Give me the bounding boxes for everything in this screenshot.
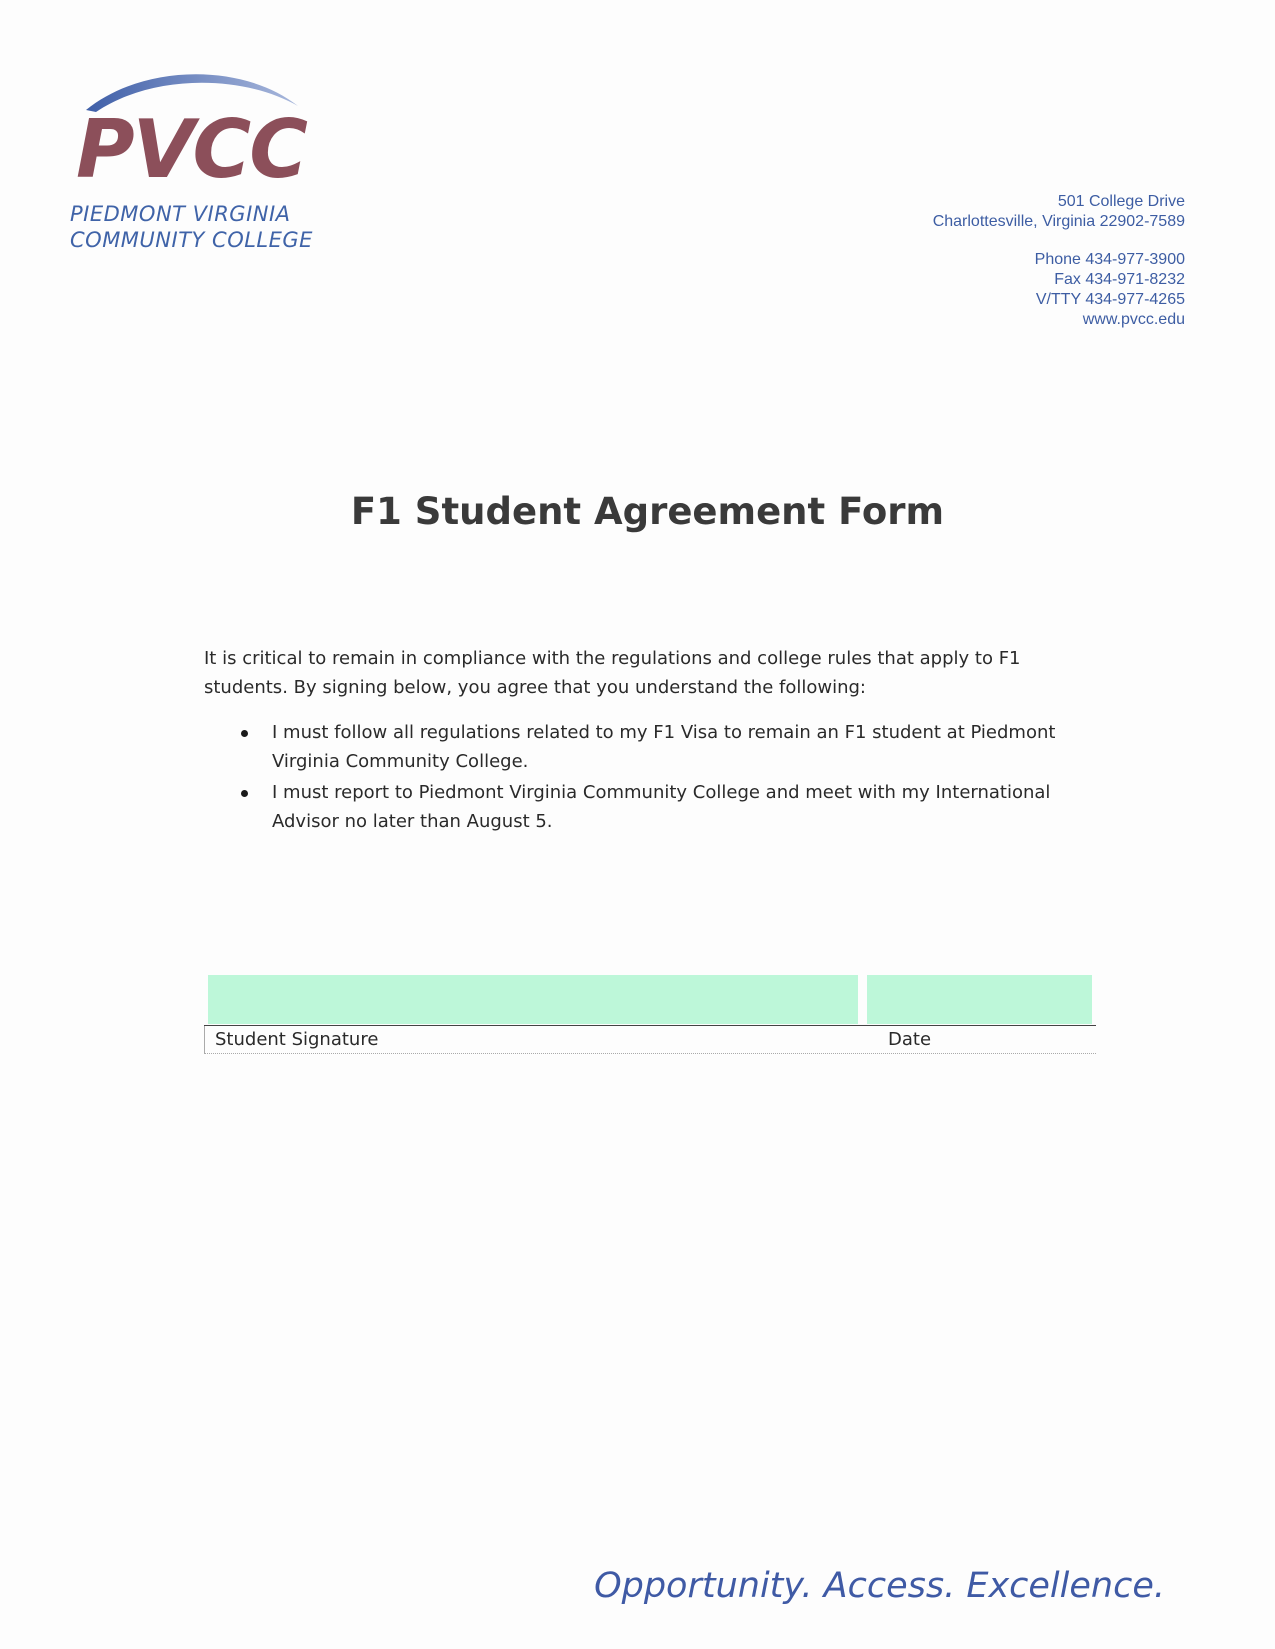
list-item (204, 778, 1084, 836)
intro-paragraph: It is critical to remain in compliance with the regulations and college rules that apply to F1 students. By signing below, you agree that you understand the following: (204, 648, 1021, 698)
list-item (204, 718, 1084, 776)
agreement-list (204, 718, 1084, 838)
student-signature-field[interactable] (208, 975, 858, 1024)
college-logo (66, 70, 316, 250)
logo-mark: PVCC (76, 103, 306, 196)
list-item-text: I must follow all regulations related to my F1 Visa to remain an F1 student at Piedmont Virginia Community College. (272, 722, 1056, 772)
address-fax: Fax 434-971-8232 (1054, 271, 1185, 288)
college-tagline: Opportunity. Access. Excellence. (594, 1566, 1165, 1606)
bullet-icon (241, 790, 248, 797)
address-street: 501 College Drive (1057, 193, 1185, 210)
address-tty: V/TTY 434-977-4265 (1035, 291, 1185, 308)
address-website[interactable]: www.pvcc.edu (1082, 311, 1185, 328)
student-signature-label: Student Signature (215, 1029, 379, 1050)
address-city: Charlottesville, Virginia 22902-7589 (932, 213, 1185, 230)
logo-college-name-line2: COMMUNITY COLLEGE (70, 228, 313, 252)
college-address (933, 192, 1185, 330)
list-item-text: I must report to Piedmont Virginia Community College and meet with my International Advisor no later than August 5. (272, 782, 1051, 832)
form-title: F1 Student Agreement Form (350, 490, 945, 533)
logo-college-name-line1: PIEDMONT VIRGINIA (70, 202, 291, 226)
date-label: Date (888, 1029, 932, 1050)
date-field[interactable] (867, 975, 1092, 1024)
address-phone: Phone 434-977-3900 (1034, 251, 1185, 268)
bullet-icon (241, 730, 248, 737)
